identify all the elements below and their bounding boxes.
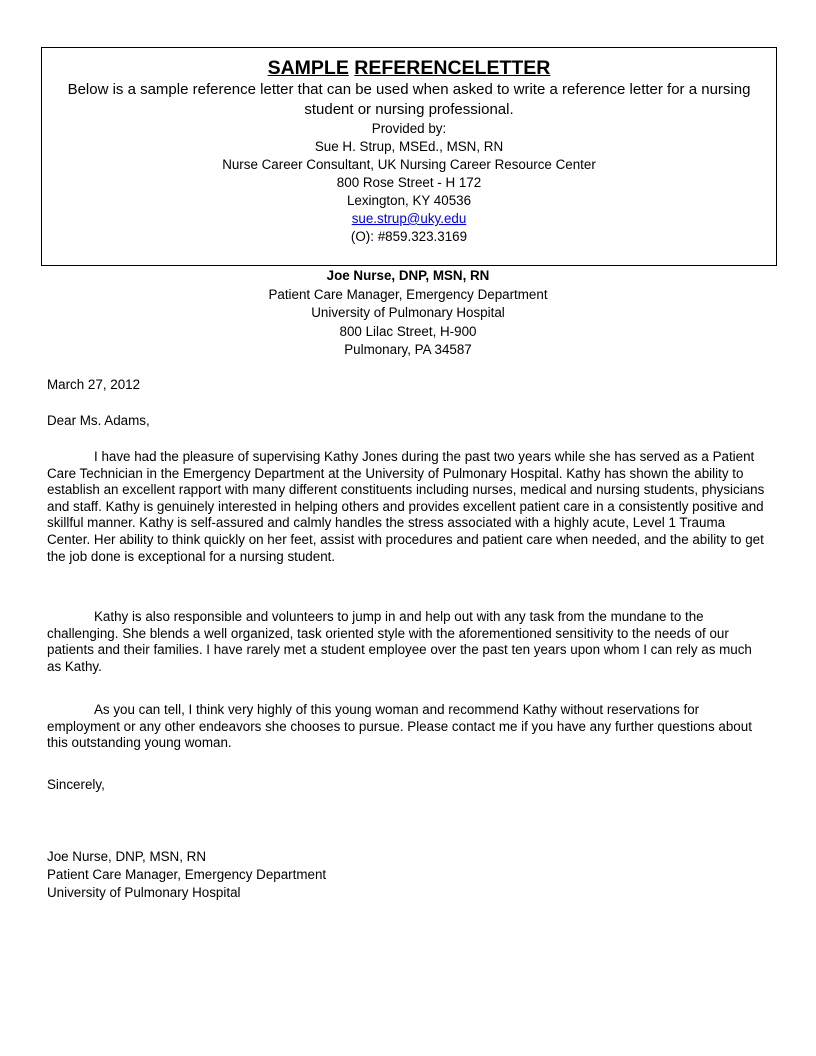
author-name: Sue H. Strup, MSEd., MSN, RN [314, 139, 504, 154]
author-role: Nurse Career Consultant, UK Nursing Career Resource Center [222, 157, 596, 172]
letter-closing: Sincerely, [47, 777, 105, 792]
title-word-sample: SAMPLE [267, 57, 349, 79]
letter-paragraph-3: As you can tell, I think very highly of this young woman and recommend Kathy without reservations for employment or any other endeavors she chooses to pursue. Please contact me if you have any further questions about this outstanding young woman. [47, 702, 752, 751]
provided-by-label: Provided by: [371, 121, 447, 136]
title-word-referenceletter: REFERENCELETTER [354, 57, 551, 79]
signature-name: Joe Nurse, DNP, MSN, RN [47, 849, 206, 864]
author-city: Lexington, KY 40536 [346, 193, 472, 208]
signature-block [47, 848, 769, 902]
sender-block [0, 267, 816, 360]
signature-title: Patient Care Manager, Emergency Department [47, 867, 327, 882]
author-street: 800 Rose Street - H 172 [336, 175, 482, 190]
document-title [42, 56, 776, 80]
sample-info-box [41, 47, 777, 266]
letter-paragraph-2: Kathy is also responsible and volunteers to jump in and help out with any task from the mundane to the challenging. She blends a well organized, task oriented style with the aforementioned sensitivity to the needs of our patients and their families. I have rarely met a student employee over the past ten years upon whom I can rely as much as Kathy. [47, 609, 752, 674]
sender-org: University of Pulmonary Hospital [311, 305, 505, 321]
sender-street: 800 Lilac Street, H-900 [339, 323, 477, 339]
intro-text: Below is a sample reference letter that can be used when asked to write a reference letter for a nursing student or nursing professional. [67, 81, 751, 118]
author-email-link[interactable]: sue.strup@uky.edu [351, 211, 467, 226]
sender-city: Pulmonary, PA 34587 [344, 342, 472, 358]
letter-paragraph-1: I have had the pleasure of supervising Kathy Jones during the past two years while she has served as a Patient Care Technician in the Emergency Department at the University of Pulmonary Hospital. Kathy has shown the ability to establish an excellent rapport with many different constituents including nurses, medical and nursing students, physicians and staff. Kathy is genuinely interested in helping others and provides excellent patient care in a consistently positive and skillful manner. Kathy is self-assured and calmly handles the stress associated with a highly acute, Level 1 Trauma Center. Her ability to think quickly on her feet, assist with procedures and patient care when needed, and the ability to get the job done is exceptional for a nursing student. [47, 449, 765, 564]
sender-title: Patient Care Manager, Emergency Department [268, 286, 548, 302]
letter-salutation: Dear Ms. Adams, [47, 413, 150, 428]
letter-date: March 27, 2012 [47, 377, 141, 392]
sender-name: Joe Nurse, DNP, MSN, RN [326, 268, 490, 283]
signature-org: University of Pulmonary Hospital [47, 885, 241, 900]
author-phone: (O): #859.323.3169 [350, 229, 468, 244]
